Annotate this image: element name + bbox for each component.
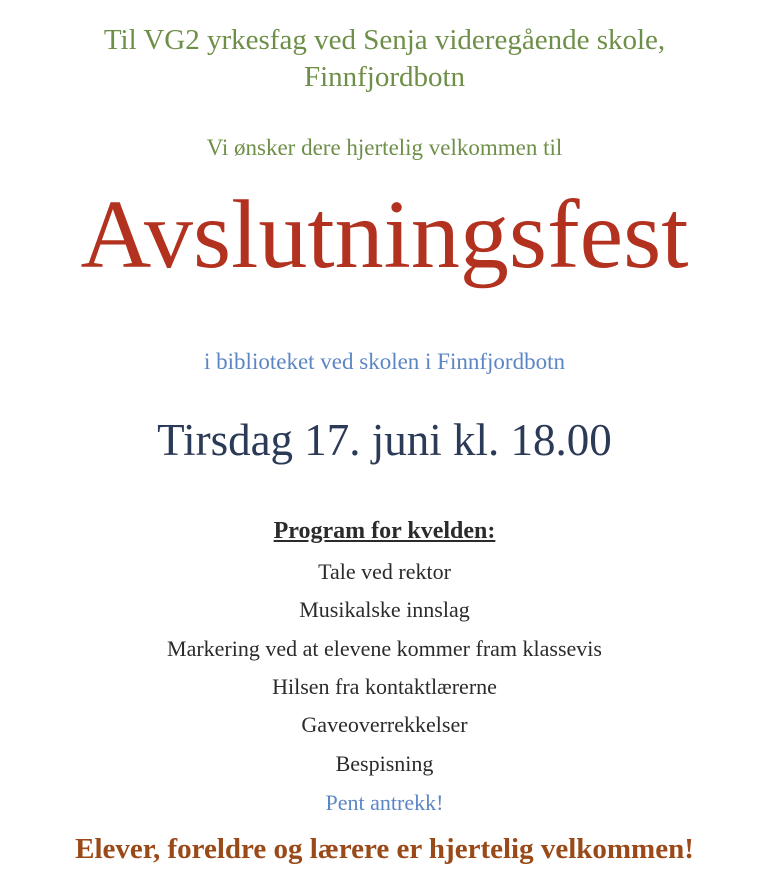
program-heading: Program for kvelden:: [273, 518, 496, 544]
welcome-text: Vi ønsker dere hjertelig velkommen til: [206, 135, 563, 160]
event-location: i biblioteket ved skolen i Finnfjordbotn: [204, 349, 565, 374]
closing-welcome: Elever, foreldre og lærere er hjertelig velkommen!: [75, 833, 694, 865]
event-title: Avslutningsfest: [80, 181, 689, 289]
program-item: Tale ved rektor: [318, 559, 451, 584]
program-item: Musikalske innslag: [299, 597, 470, 622]
header-line-place: Finnfjordbotn: [303, 61, 466, 93]
program-item: Gaveoverrekkelser: [301, 712, 468, 737]
program-item: Bespisning: [335, 751, 434, 776]
dress-code: Pent antrekk!: [325, 790, 444, 815]
header-line-school: Til VG2 yrkesfag ved Senja videregående skole,: [103, 24, 666, 56]
event-date-time: Tirsdag 17. juni kl. 18.00: [157, 415, 612, 465]
program-item: Hilsen fra kontaktlærerne: [272, 674, 497, 699]
program-item: Markering ved at elevene kommer fram klassevis: [167, 636, 602, 661]
